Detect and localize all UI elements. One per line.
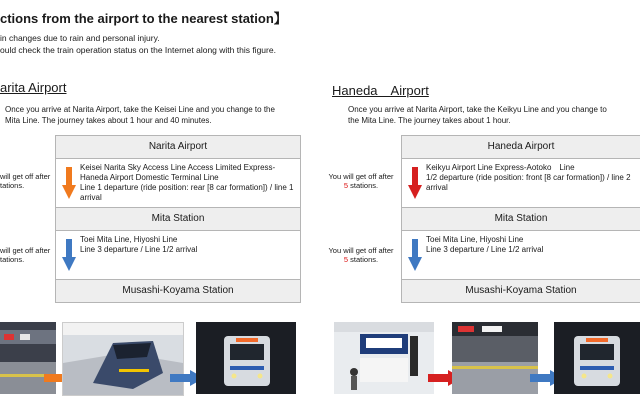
red-down-arrow-icon xyxy=(408,167,422,199)
narita-side-note-2a: will get off after xyxy=(0,246,51,255)
narita-route-2-text: Toei Mita Line, Hiyoshi Line Line 3 departure / Line 1/2 arrival xyxy=(80,235,198,254)
haneda-route-box xyxy=(401,135,640,303)
narita-section-title: arita Airport xyxy=(0,80,67,95)
photo-haneda-station-entrance xyxy=(334,322,434,394)
note-status: ould check the train operation status on the Internet along with this figure. xyxy=(0,45,276,55)
narita-intro: Once you arrive at Narita Airport, take the Keisei Line and you change to the Mita Line. The journey takes about 1 hour and 40 minutes. xyxy=(5,105,275,125)
haneda-side-count-1: 5 xyxy=(343,181,349,190)
photo-mita-line-train xyxy=(196,322,296,394)
station-musashi-koyama-narita: Musashi-Koyama Station xyxy=(56,279,300,302)
haneda-section-title: Haneda Airport xyxy=(332,83,429,98)
orange-down-arrow-icon xyxy=(62,167,76,199)
narita-side-note-1a: will get off after xyxy=(0,172,51,181)
narita-route-2 xyxy=(56,231,300,279)
haneda-route-1 xyxy=(402,159,640,208)
station-mita-haneda: Mita Station xyxy=(402,208,640,231)
haneda-route-1-text: Keikyu Airport Line Express-Aotoko Line 1/2 departure (ride position: front [8 car formation]) / line 2 arrival xyxy=(426,163,631,192)
narita-route-box xyxy=(55,135,301,303)
narita-side-note-2 xyxy=(0,246,50,264)
haneda-side-count-2: 5 xyxy=(343,255,349,264)
photo-skyliner-train xyxy=(62,322,184,396)
station-haneda-airport: Haneda Airport xyxy=(402,136,640,159)
haneda-side-note-2b: stations. xyxy=(348,255,379,264)
haneda-side-note-1 xyxy=(326,172,396,190)
haneda-intro: Once you arrive at Narita Airport, take the Keikyu Line and you change to the Mita Line. The journey takes about 1 hour. xyxy=(348,105,607,125)
narita-side-note-2b: tations. xyxy=(0,255,25,264)
station-mita-narita: Mita Station xyxy=(56,208,300,231)
haneda-route-2-text: Toei Mita Line, Hiyoshi Line Line 3 departure / Line 1/2 arrival xyxy=(426,235,544,254)
narita-route-1-text: Keisei Narita Sky Access Line Access Limited Express-Haneda Airport Domestic Terminal Line Line 1 departure (ride position: rear [8 car formation]) / line 1 arrival xyxy=(80,163,294,202)
haneda-side-note-1a: You will get off after xyxy=(328,172,394,181)
photo-keikyu-platform xyxy=(452,322,538,394)
note-rain: in changes due to rain and personal injury. xyxy=(0,33,160,43)
page-title: ctions from the airport to the nearest station】 xyxy=(0,11,287,26)
narita-route-1 xyxy=(56,159,300,208)
narita-side-note-1 xyxy=(0,172,50,190)
station-musashi-koyama-haneda: Musashi-Koyama Station xyxy=(402,279,640,302)
station-narita-airport: Narita Airport xyxy=(56,136,300,159)
haneda-route-2 xyxy=(402,231,640,279)
blue-down-arrow-icon xyxy=(62,239,76,271)
haneda-side-note-1b: stations. xyxy=(348,181,379,190)
haneda-side-note-2 xyxy=(326,246,396,264)
haneda-side-note-2a: You will get off after xyxy=(328,246,394,255)
blue-down-arrow-icon xyxy=(408,239,422,271)
narita-side-note-1b: tations. xyxy=(0,181,25,190)
photo-mita-line-train-right xyxy=(554,322,640,394)
